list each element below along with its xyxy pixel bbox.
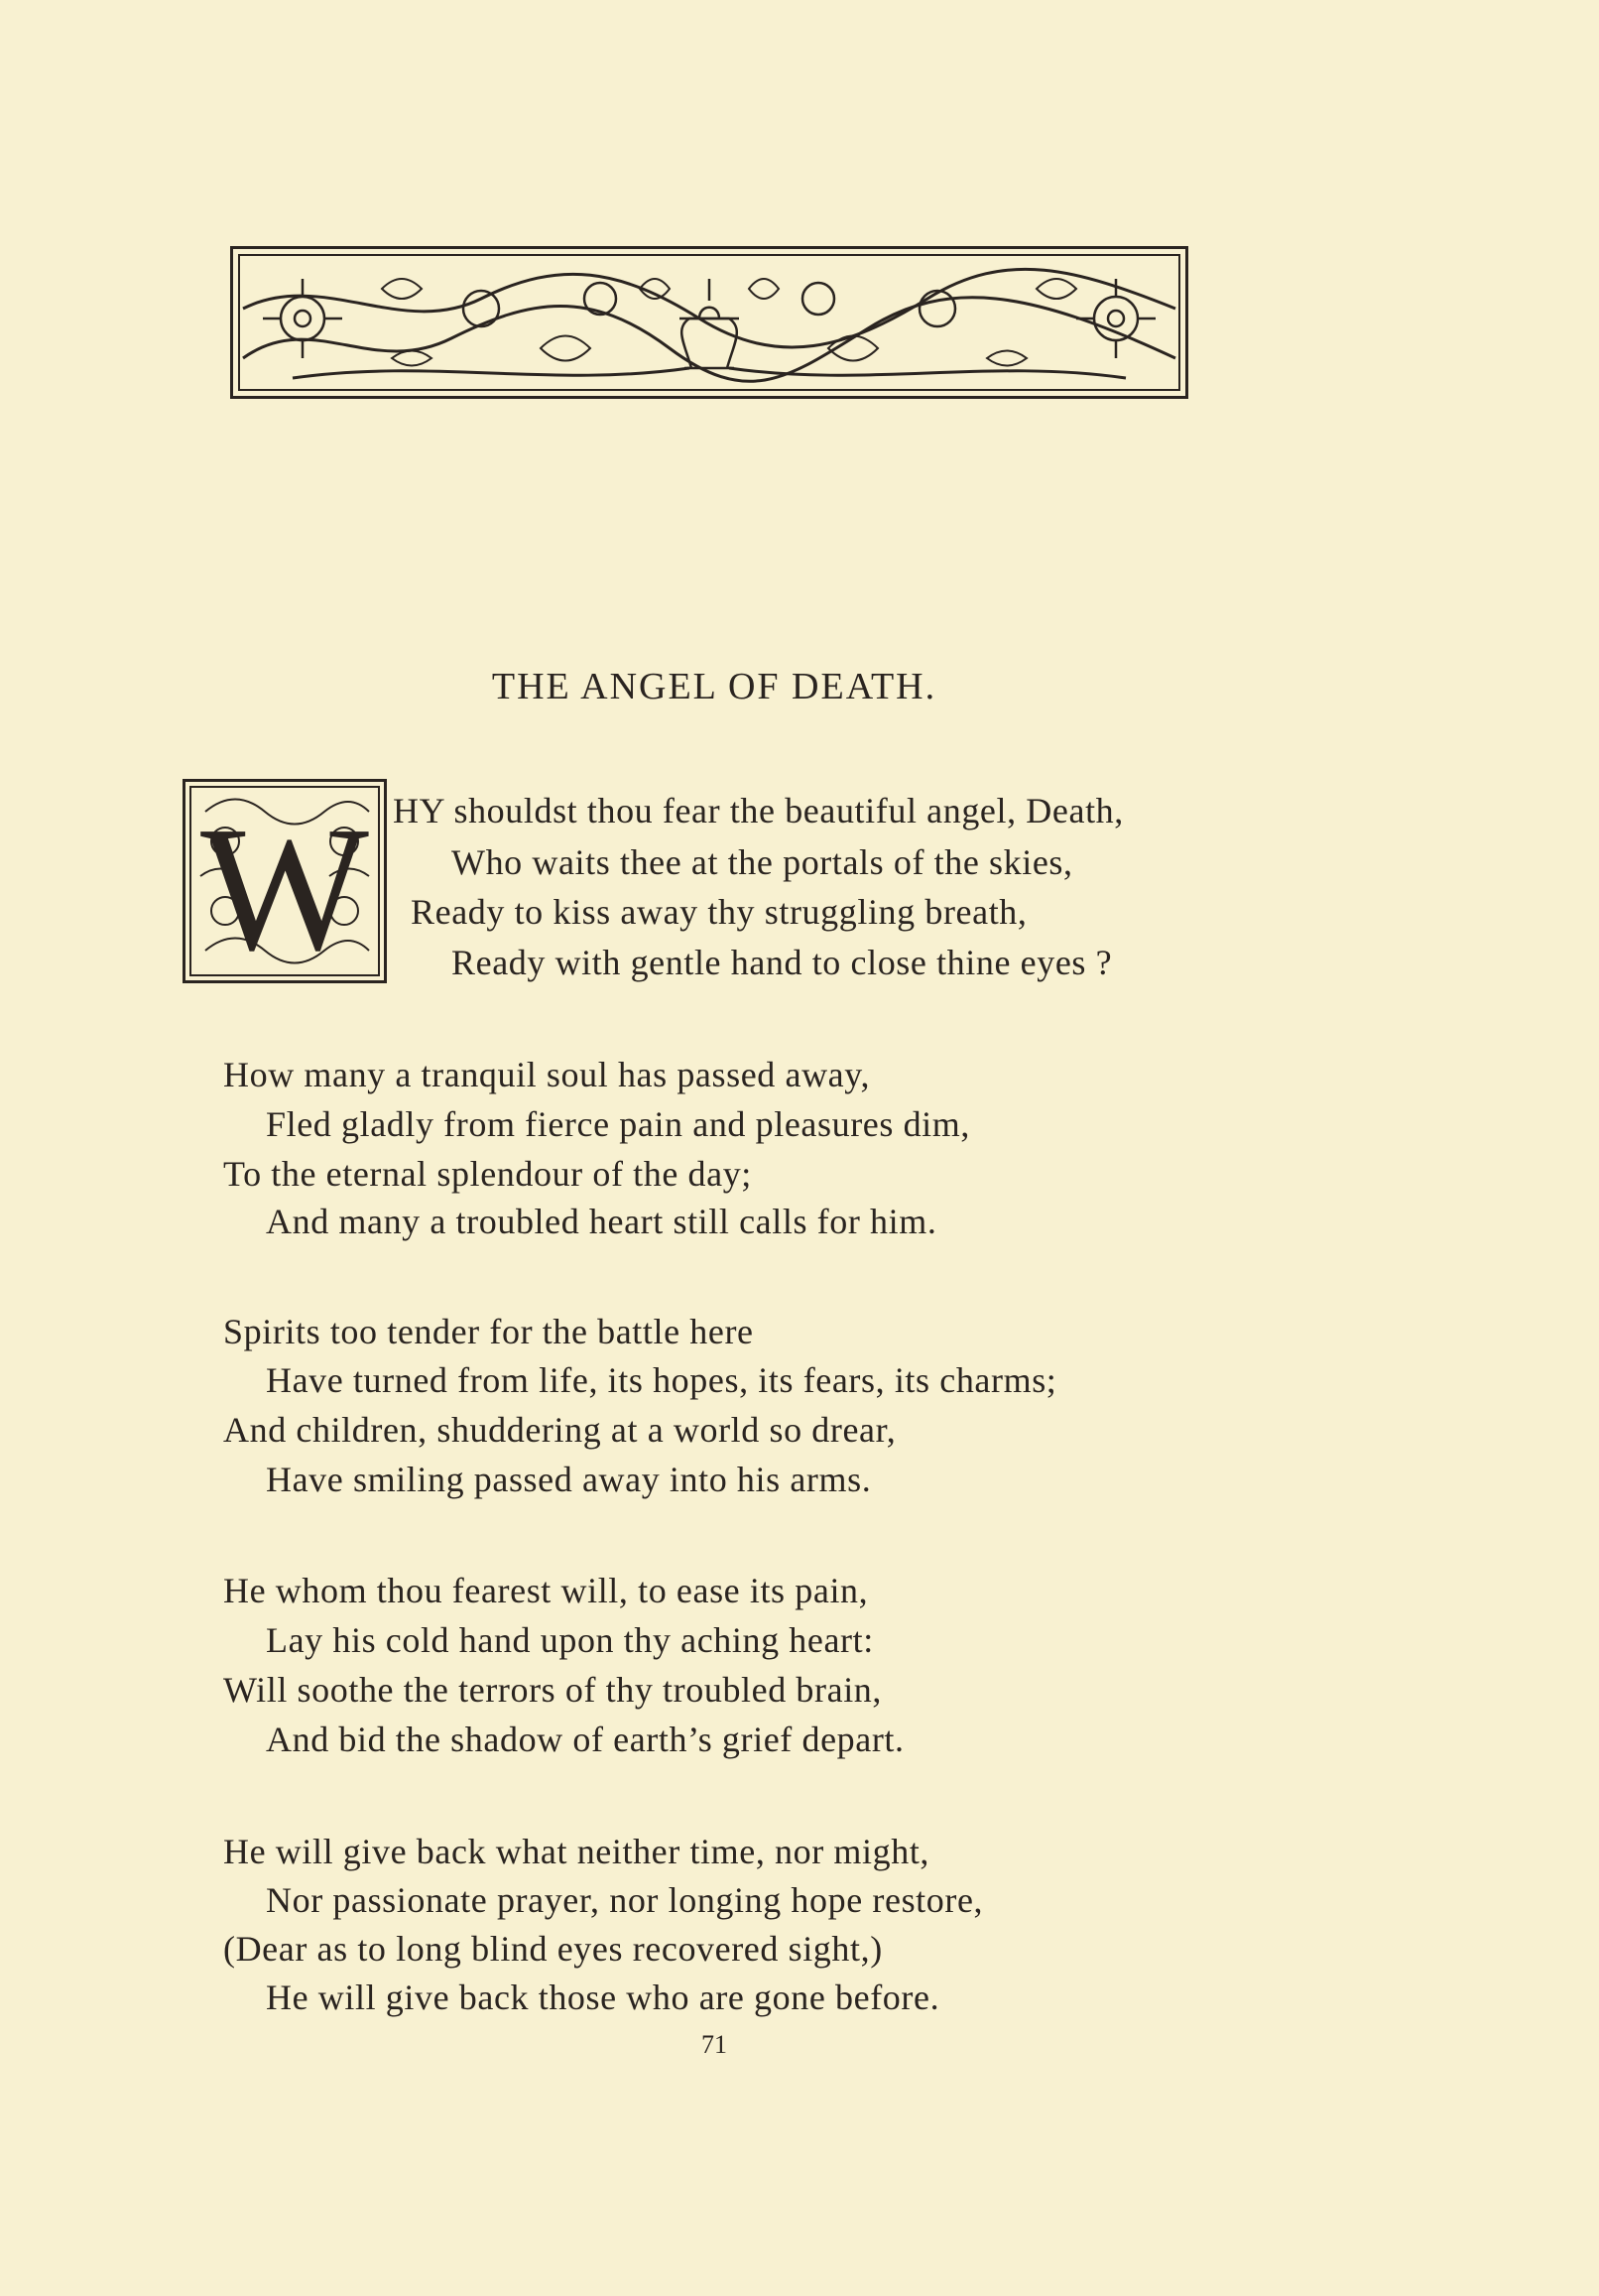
poem-line: He whom thou fearest will, to ease its pain, bbox=[223, 1571, 869, 1610]
drop-cap-letter: W bbox=[200, 790, 369, 980]
poem-line: HY shouldst thou fear the beautiful angel, Death, bbox=[393, 791, 1124, 830]
poem-line: Fled gladly from fierce pain and pleasures dim, bbox=[266, 1104, 970, 1144]
poem-line: Ready to kiss away thy struggling breath, bbox=[411, 892, 1028, 932]
poem-line: He will give back what neither time, nor might, bbox=[223, 1832, 930, 1871]
poem-line: Who waits thee at the portals of the skies, bbox=[451, 842, 1073, 882]
poem-title: THE ANGEL OF DEATH. bbox=[491, 666, 937, 707]
poem-line: He will give back those who are gone before. bbox=[266, 1977, 940, 2017]
poem-line: Have smiling passed away into his arms. bbox=[266, 1460, 872, 1499]
poem-line: Have turned from life, its hopes, its fears, its charms; bbox=[266, 1360, 1057, 1400]
poem-line: Spirits too tender for the battle here bbox=[223, 1312, 754, 1351]
ornamental-headpiece bbox=[230, 246, 1188, 399]
poem-line: And bid the shadow of earth’s grief depart. bbox=[266, 1720, 905, 1759]
poem-line: Nor passionate prayer, nor longing hope restore, bbox=[266, 1880, 984, 1920]
poem-line: (Dear as to long blind eyes recovered sight,) bbox=[223, 1929, 883, 1969]
poem-line: Ready with gentle hand to close thine eyes ? bbox=[451, 943, 1113, 982]
poem-line: And many a troubled heart still calls for him. bbox=[266, 1202, 937, 1241]
poem-line: Lay his cold hand upon thy aching heart: bbox=[266, 1620, 874, 1660]
poem-line: Will soothe the terrors of thy troubled brain, bbox=[223, 1670, 882, 1710]
drop-cap bbox=[183, 779, 387, 983]
poem-line: And children, shuddering at a world so drear, bbox=[223, 1410, 897, 1450]
poem-line: To the eternal splendour of the day; bbox=[223, 1154, 752, 1194]
poem-line: How many a tranquil soul has passed away, bbox=[223, 1055, 871, 1094]
page-number: 71 bbox=[701, 2030, 727, 2059]
